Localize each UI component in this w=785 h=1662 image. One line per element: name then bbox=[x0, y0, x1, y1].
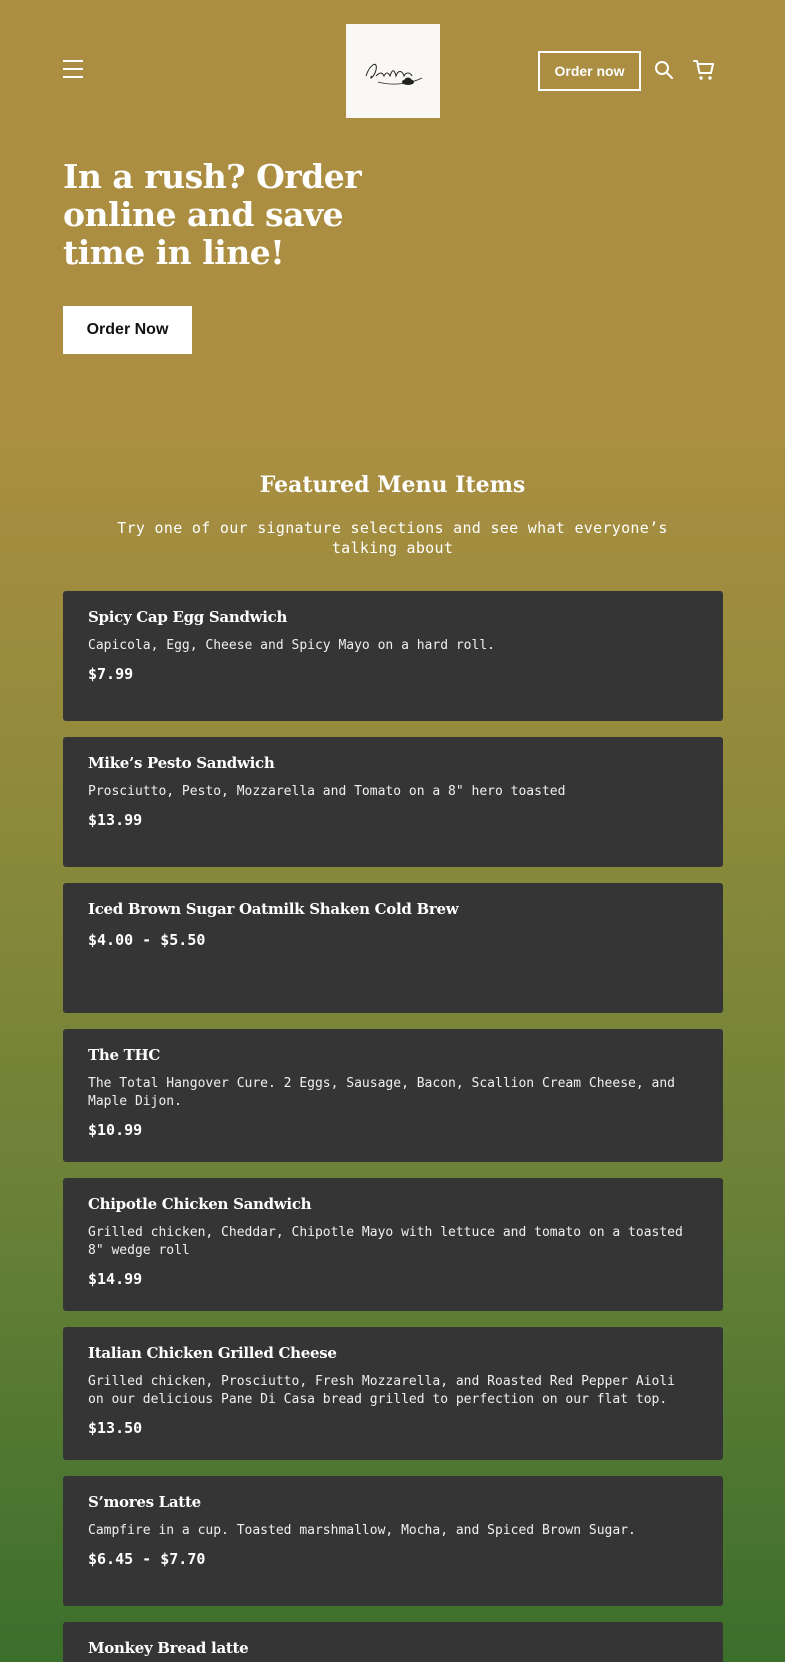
site-header bbox=[0, 0, 785, 140]
menu-item-name: Spicy Cap Egg Sandwich bbox=[88, 608, 288, 626]
menu-item-price: $7.99 bbox=[88, 665, 134, 683]
logo-mark bbox=[358, 46, 428, 96]
menu-item-description: Grilled chicken, Cheddar, Chipotle Mayo with lettuce and tomato on a toasted 8" wedge roll bbox=[88, 1225, 683, 1258]
menu-item-price: $4.00 - $5.50 bbox=[88, 931, 206, 949]
cart-icon[interactable] bbox=[693, 59, 715, 81]
menu-item-card[interactable] bbox=[63, 1178, 723, 1311]
menu-item-price: $10.99 bbox=[88, 1121, 143, 1139]
menu-item-name: Iced Brown Sugar Oatmilk Shaken Cold Brew bbox=[88, 900, 459, 918]
menu-item-name: Chipotle Chicken Sandwich bbox=[88, 1195, 312, 1213]
featured-section-title: Featured Menu Items bbox=[259, 472, 526, 498]
menu-item-price: $14.99 bbox=[88, 1270, 143, 1288]
menu-item-description: Campfire in a cup. Toasted marshmallow, Mocha, and Spiced Brown Sugar. bbox=[88, 1523, 636, 1538]
featured-section-subtitle: Try one of our signature selections and see what everyone’s talking about bbox=[117, 519, 668, 557]
menu-item-name: Italian Chicken Grilled Cheese bbox=[88, 1344, 337, 1362]
menu-item-card[interactable] bbox=[63, 1029, 723, 1162]
menu-item-description: The Total Hangover Cure. 2 Eggs, Sausage, Bacon, Scallion Cream Cheese, and Maple Dijon. bbox=[88, 1076, 675, 1109]
menu-item-card[interactable] bbox=[63, 1476, 723, 1606]
menu-item-name: The THC bbox=[88, 1046, 161, 1064]
hero-title: In a rush? Order online and save time in line! bbox=[63, 157, 362, 272]
site-logo[interactable] bbox=[346, 24, 440, 118]
menu-item-card[interactable] bbox=[63, 737, 723, 867]
menu-item-description: Grilled chicken, Prosciutto, Fresh Mozzarella, and Roasted Red Pepper Aioli on our delicious Pane Di Casa bread grilled to perfection on our flat top. bbox=[88, 1374, 675, 1407]
hero-order-now-button[interactable]: Order Now bbox=[63, 306, 192, 354]
menu-item-name: S’mores Latte bbox=[88, 1493, 201, 1511]
menu-item-card[interactable] bbox=[63, 1327, 723, 1460]
menu-item-price: $6.45 - $7.70 bbox=[88, 1550, 206, 1568]
menu-item-price: $13.50 bbox=[88, 1419, 143, 1437]
hamburger-menu-icon[interactable] bbox=[63, 60, 85, 78]
menu-item-name: Mike’s Pesto Sandwich bbox=[88, 754, 275, 772]
menu-item-description: Prosciutto, Pesto, Mozzarella and Tomato on a 8" hero toasted bbox=[88, 784, 566, 799]
menu-item-card[interactable] bbox=[63, 1622, 723, 1662]
menu-item-name: Monkey Bread latte bbox=[88, 1639, 249, 1657]
menu-item-description: Capicola, Egg, Cheese and Spicy Mayo on a hard roll. bbox=[88, 638, 495, 653]
menu-item-card[interactable] bbox=[63, 591, 723, 721]
menu-item-card[interactable] bbox=[63, 883, 723, 1013]
search-icon[interactable] bbox=[654, 60, 674, 80]
menu-item-price: $13.99 bbox=[88, 811, 143, 829]
order-now-header-button[interactable]: Order now bbox=[538, 51, 641, 91]
